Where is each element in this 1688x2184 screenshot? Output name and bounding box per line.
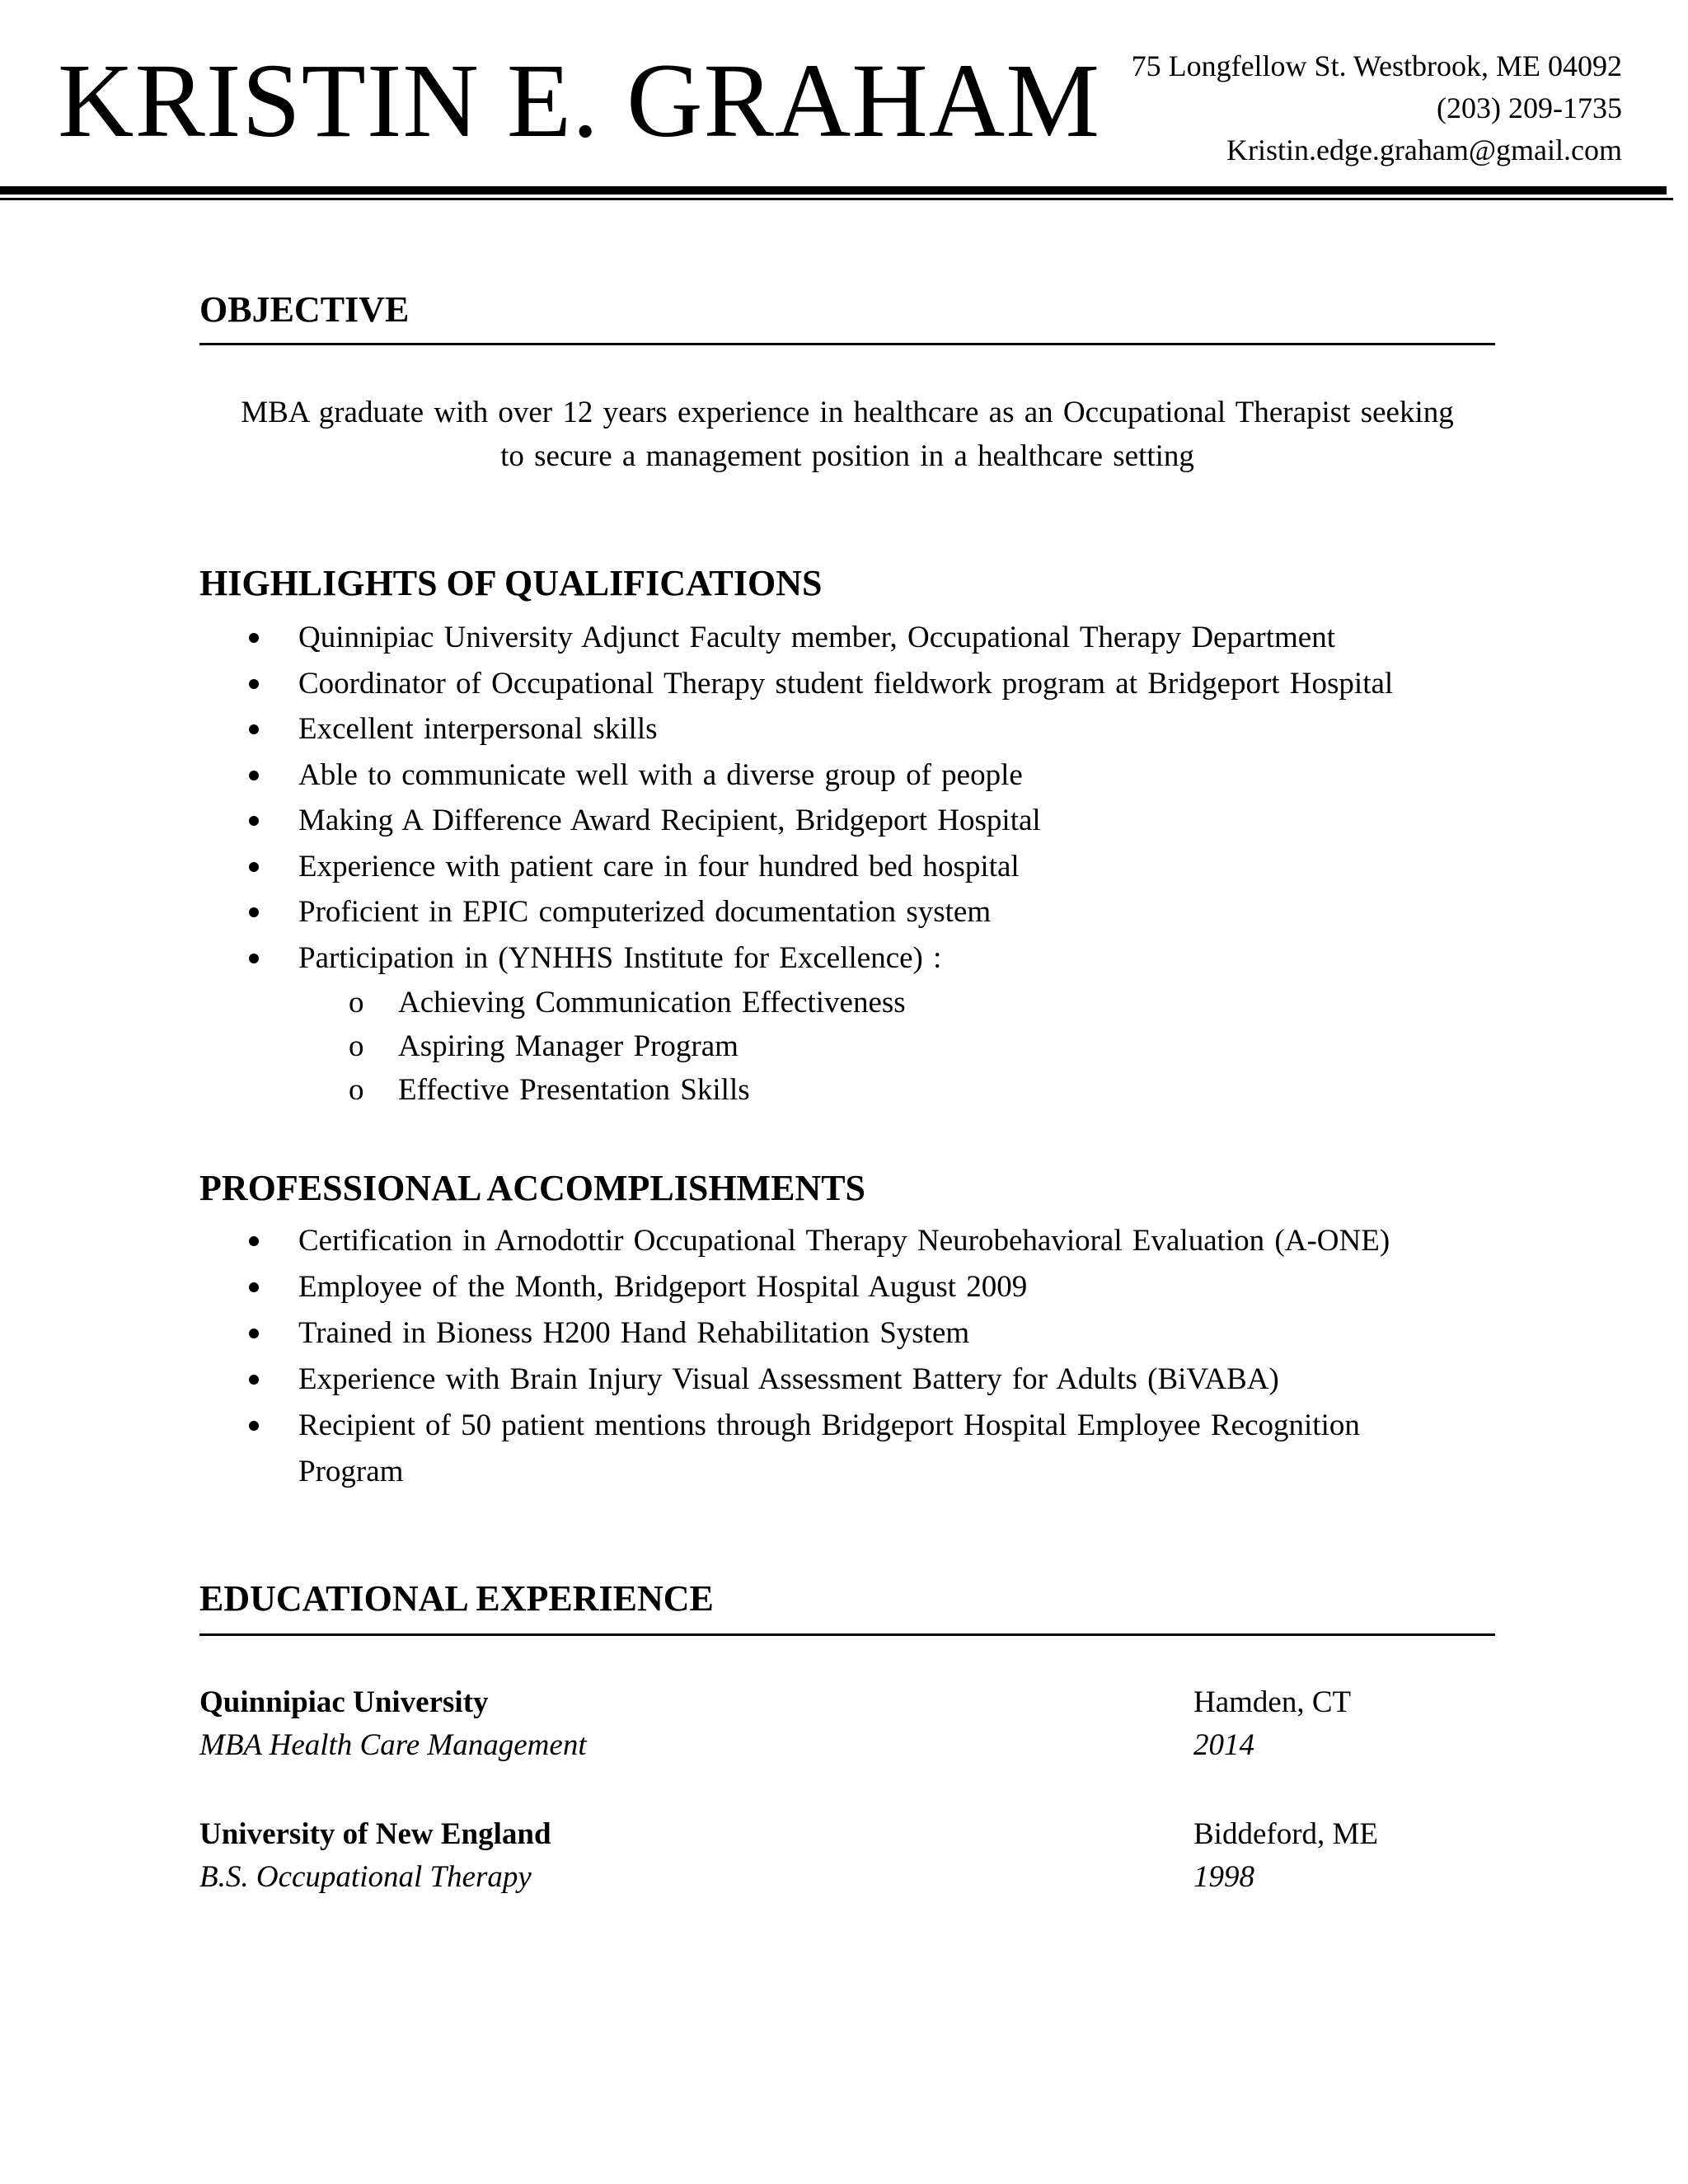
list-item: Experience with Brain Injury Visual Assessment Battery for Adults (BiVABA) bbox=[0, 1357, 1477, 1403]
objective-heading: OBJECTIVE bbox=[199, 289, 410, 330]
education-location: Biddeford, ME bbox=[1193, 1817, 1379, 1851]
bullet-icon bbox=[249, 862, 259, 872]
contact-block bbox=[1132, 45, 1622, 171]
education-school: University of New England bbox=[199, 1817, 551, 1851]
sub-list-item: o Aspiring Manager Program bbox=[0, 1024, 1470, 1068]
list-item: Experience with patient care in four hundred bed hospital bbox=[0, 844, 1477, 890]
bullet-icon bbox=[249, 1421, 259, 1431]
bullet-icon bbox=[249, 771, 259, 780]
education-divider bbox=[199, 1633, 1495, 1636]
list-item: Making A Difference Award Recipient, Bridgeport Hospital bbox=[0, 798, 1477, 844]
accomplishments-heading: PROFESSIONAL ACCOMPLISHMENTS bbox=[199, 1168, 866, 1208]
list-item: Proficient in EPIC computerized documentation system bbox=[0, 889, 1477, 935]
sub-bullet-icon: o bbox=[349, 1029, 364, 1063]
highlights-heading: HIGHLIGHTS OF QUALIFICATIONS bbox=[199, 563, 823, 603]
objective-text bbox=[199, 391, 1495, 478]
accomplishments-list bbox=[0, 1218, 1477, 1495]
header-rule-thick bbox=[0, 186, 1667, 194]
list-item: Quinnipiac University Adjunct Faculty member, Occupational Therapy Department bbox=[0, 615, 1477, 661]
list-item: Employee of the Month, Bridgeport Hospital August 2009 bbox=[0, 1264, 1477, 1310]
education-location: Hamden, CT bbox=[1193, 1685, 1352, 1719]
list-item: Able to communicate well with a diverse group of people bbox=[0, 752, 1477, 799]
bullet-icon bbox=[249, 679, 259, 689]
education-year: 2014 bbox=[1193, 1728, 1254, 1762]
education-school: Quinnipiac University bbox=[199, 1685, 489, 1719]
list-item: Coordinator of Occupational Therapy student fieldwork program at Bridgeport Hospital bbox=[0, 661, 1477, 707]
bullet-icon bbox=[249, 1282, 259, 1292]
bullet-icon bbox=[249, 1329, 259, 1338]
highlights-list bbox=[0, 615, 1477, 1112]
contact-address: 75 Longfellow St. Westbrook, ME 04092 bbox=[1131, 49, 1622, 82]
list-item: Participation in (YNHHS Institute for Excellence) : bbox=[0, 935, 1477, 982]
education-degree: MBA Health Care Management bbox=[199, 1728, 587, 1762]
bullet-icon bbox=[249, 907, 259, 917]
objective-divider bbox=[199, 343, 1495, 345]
contact-email: Kristin.edge.graham@gmail.com bbox=[1226, 134, 1622, 166]
list-item: Certification in Arnodottir Occupational Therapy Neurobehavioral Evaluation (A-ONE) bbox=[0, 1218, 1477, 1264]
objective-line-2: to secure a management position in a healthcare setting bbox=[500, 439, 1194, 473]
sub-bullet-icon: o bbox=[349, 986, 364, 1019]
sub-list-item: o Effective Presentation Skills bbox=[0, 1068, 1470, 1112]
bullet-icon bbox=[249, 816, 259, 826]
candidate-name: KRISTIN E. GRAHAM bbox=[58, 42, 1100, 159]
contact-phone: (203) 209-1735 bbox=[1437, 91, 1622, 124]
bullet-icon bbox=[249, 954, 259, 963]
list-item: Recipient of 50 patient mentions through Bridgeport Hospital Employee Recognition Program bbox=[0, 1403, 1403, 1495]
sub-list-item: o Achieving Communication Effectiveness bbox=[0, 981, 1470, 1024]
list-item: Excellent interpersonal skills bbox=[0, 706, 1477, 752]
sub-bullet-icon: o bbox=[349, 1073, 364, 1107]
education-degree: B.S. Occupational Therapy bbox=[199, 1860, 532, 1894]
bullet-icon bbox=[249, 1375, 259, 1385]
objective-line-1: MBA graduate with over 12 years experience in healthcare as an Occupational Therapist seeking bbox=[241, 396, 1454, 429]
header-rule-thin bbox=[0, 198, 1673, 200]
bullet-icon bbox=[249, 1236, 259, 1246]
bullet-icon bbox=[249, 633, 259, 643]
education-year: 1998 bbox=[1193, 1860, 1254, 1894]
education-heading: EDUCATIONAL EXPERIENCE bbox=[199, 1578, 714, 1619]
bullet-icon bbox=[249, 724, 259, 734]
list-item: Trained in Bioness H200 Hand Rehabilitation System bbox=[0, 1310, 1477, 1357]
